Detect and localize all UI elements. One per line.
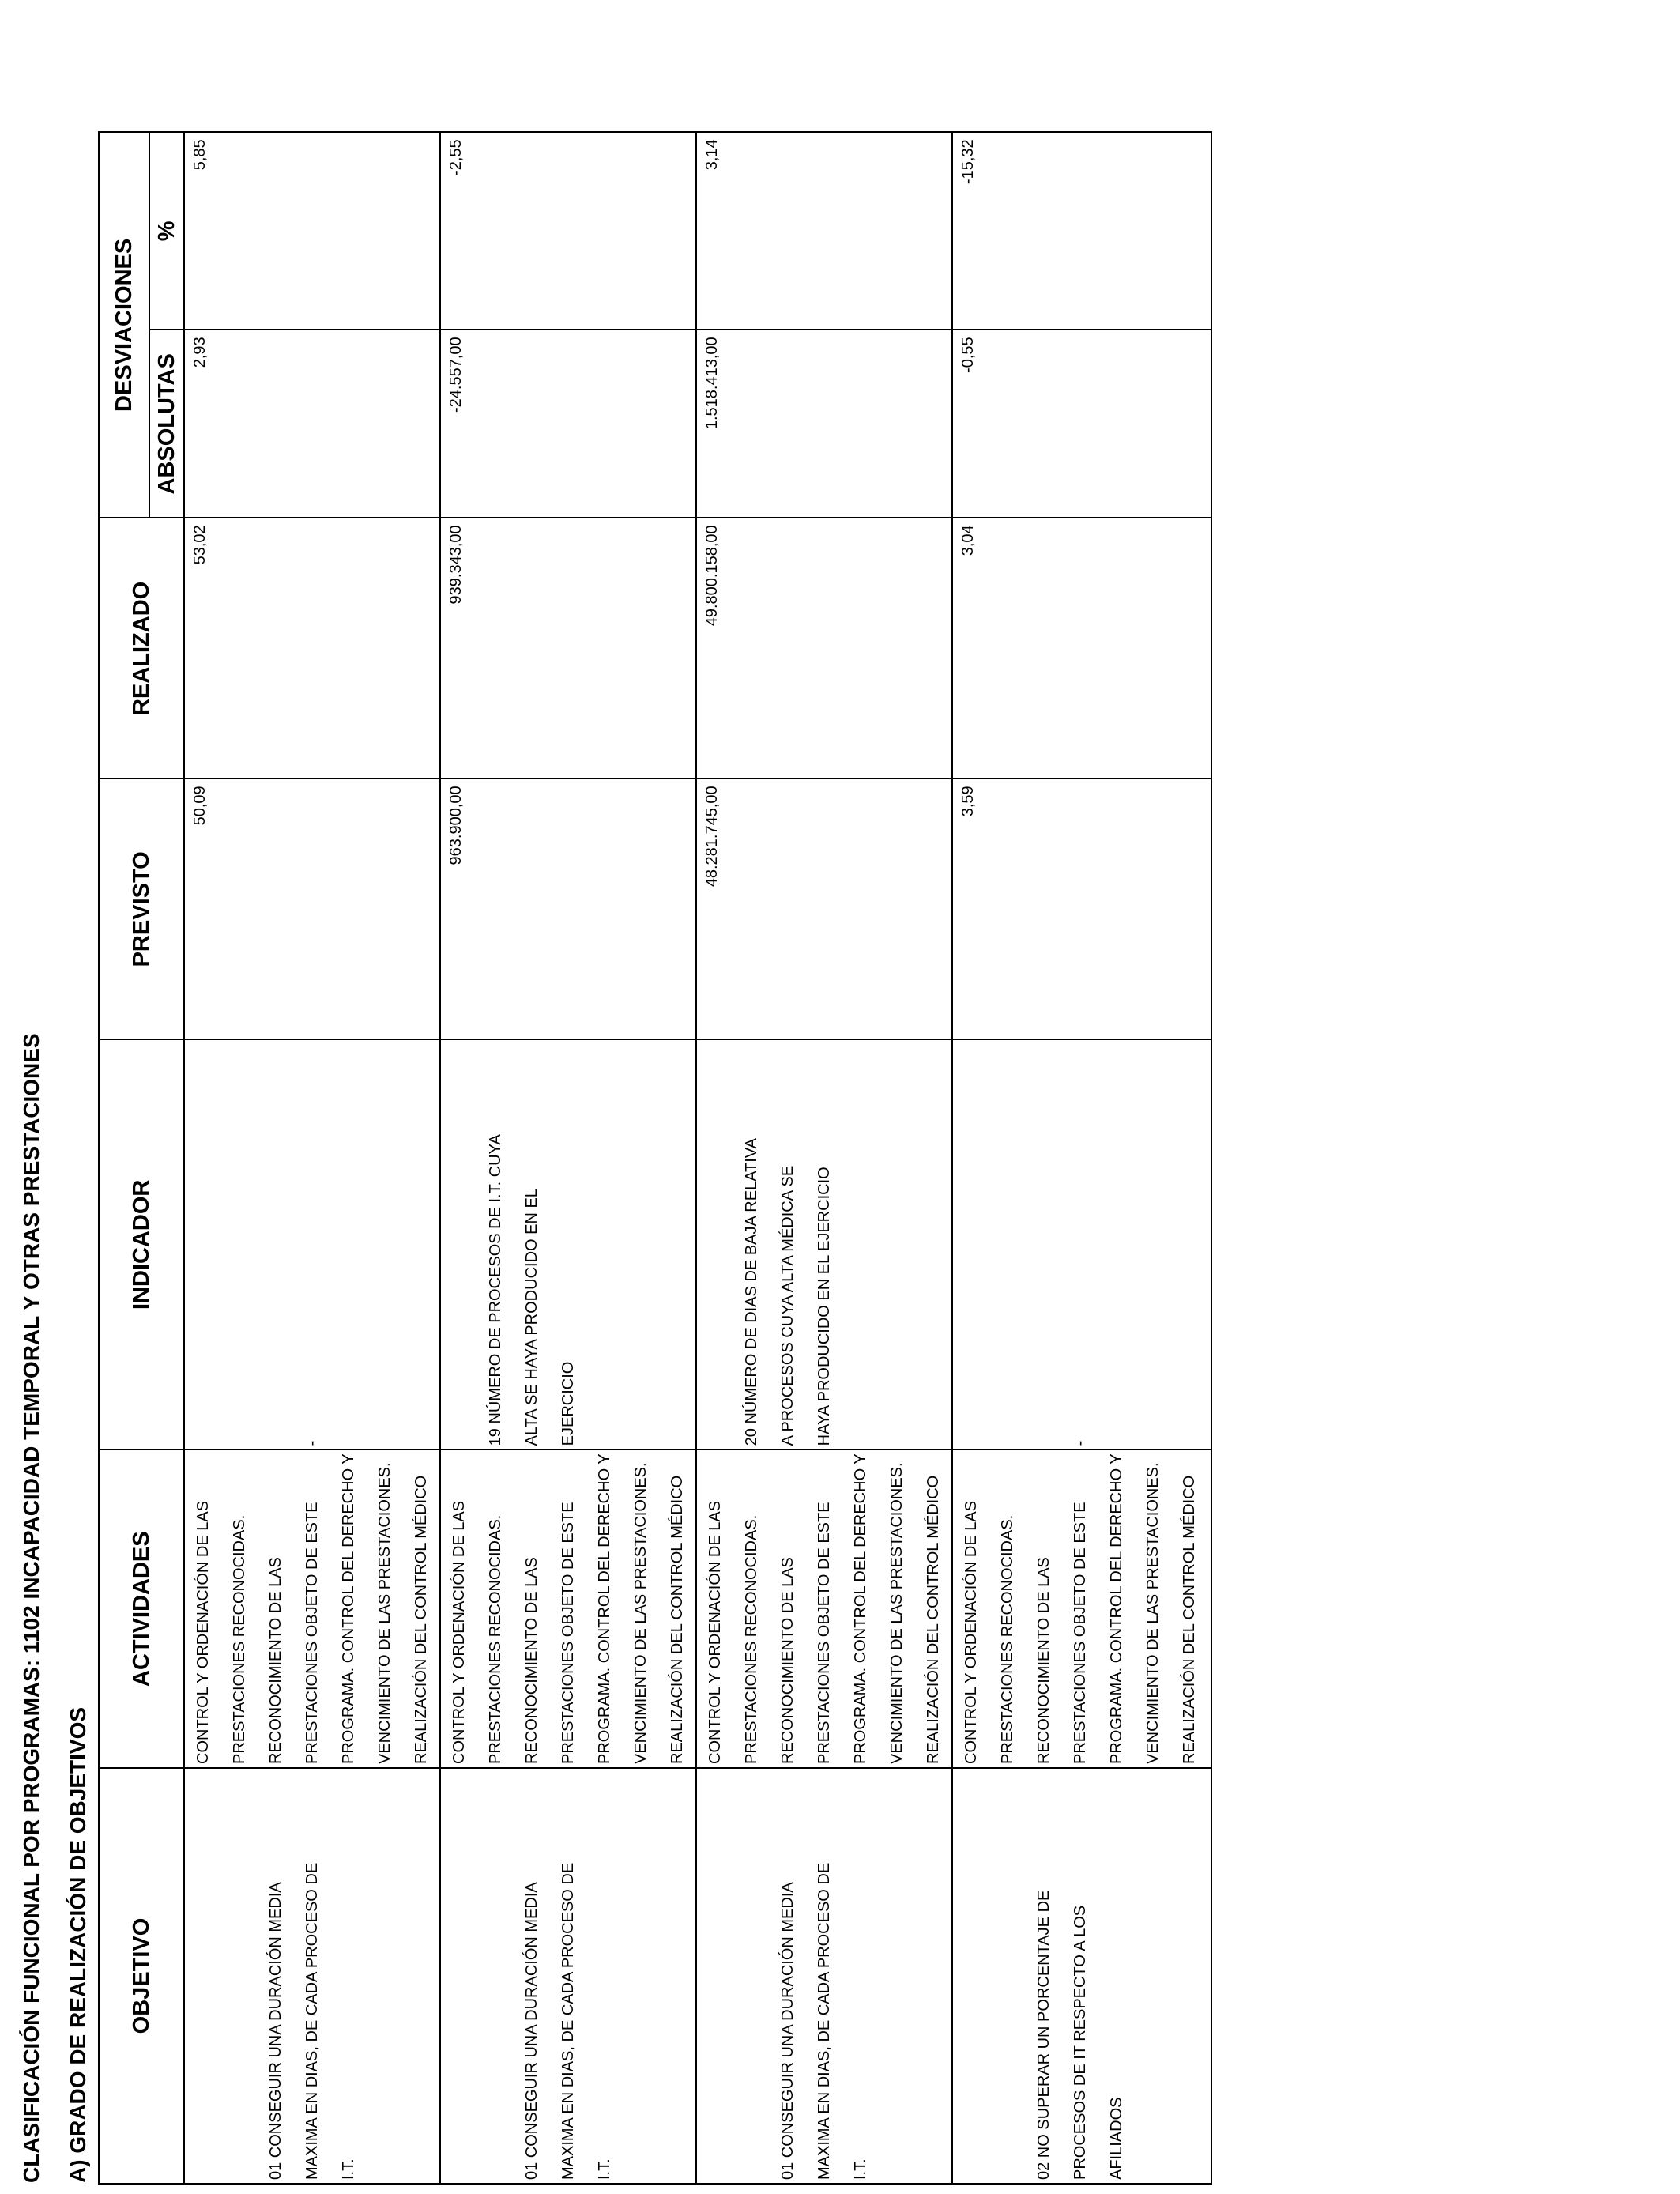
actividades-line: VENCIMIENTO DE LAS PRESTACIONES. [376,1462,394,1764]
indicador-line [221,1043,258,1446]
previsto-cell [440,778,696,1039]
realizado-cell [696,518,952,778]
actividades-line: PROGRAMA. CONTROL DEL DERECHO Y [852,1453,869,1764]
objetivo-line [697,1772,733,2180]
header-desviaciones: DESVIACIONES [99,132,149,518]
actividades-line: PROGRAMA. CONTROL DEL DERECHO Y [596,1453,613,1764]
actividades-line: CONTROL Y ORDENACIÓN DE LAS [194,1500,212,1764]
actividades-line: PROGRAMA. CONTROL DEL DERECHO Y [340,1453,357,1764]
indicador-line [185,1043,221,1446]
actividades-line: VENCIMIENTO DE LAS PRESTACIONES. [632,1462,650,1764]
realizado-cell [440,518,696,778]
previsto-value: 963.900,00 [447,786,465,865]
previsto-cell [696,778,952,1039]
indicador-line [953,1043,989,1446]
actividades-line: REALIZACIÓN DEL CONTROL MÉDICO [925,1475,942,1764]
actividades-line: PRESTACIONES OBJETO DE ESTE [1072,1502,1089,1764]
actividades-cell [952,1449,1211,1768]
objetivo-line [733,1772,770,2180]
porcentaje-cell [696,132,952,330]
header-absolutas: ABSOLUTAS [149,330,184,518]
realizado-value: 49.800.158,00 [703,525,721,627]
previsto-value: 3,59 [959,786,977,817]
objetivo-line: MAXIMA EN DIAS, DE CADA PROCESO DE [303,1862,321,2180]
absolutas-cell [696,330,952,518]
objetivo-line: 01 CONSEGUIR UNA DURACIÓN MEDIA [267,1882,284,2180]
actividades-cell [440,1449,696,1768]
header-actividades: ACTIVIDADES [99,1449,184,1768]
objetivo-line: I.T. [596,2158,613,2180]
objetivo-cell [952,1768,1211,2184]
porcentaje-value: 5,85 [191,139,209,171]
indicador-line: - [1072,1440,1089,1446]
absolutas-cell [184,330,440,518]
porcentaje-value: -15,32 [959,139,977,185]
objetivo-line: 01 CONSEGUIR UNA DURACIÓN MEDIA [779,1882,797,2180]
objetivo-line [441,1772,477,2180]
actividades-line: PRESTACIONES RECONOCIDAS. [999,1514,1016,1764]
realizado-cell [184,518,440,778]
indicador-line: ALTA SE HAYA PRODUCIDO EN EL [523,1189,541,1446]
realizado-cell [952,518,1211,778]
indicador-line [1026,1043,1062,1446]
actividades-line: RECONOCIMIENTO DE LAS [267,1557,284,1764]
absolutas-cell [440,330,696,518]
actividades-line: PRESTACIONES RECONOCIDAS. [743,1514,760,1764]
porcentaje-value: 3,14 [703,139,721,171]
header-realizado: REALIZADO [99,518,184,778]
actividades-line: REALIZACIÓN DEL CONTROL MÉDICO [412,1475,430,1764]
objetivo-cell [184,1768,440,2184]
page-title: CLASIFICACIÓN FUNCIONAL POR PROGRAMAS: 1102 INCAPACIDAD TEMPORAL Y OTRAS PRESTACIONES [19,1033,43,2183]
porcentaje-cell [440,132,696,330]
actividades-line: PRESTACIONES OBJETO DE ESTE [303,1502,321,1764]
objetivo-line: PROCESOS DE IT RESPECTO A LOS [1072,1905,1089,2180]
absolutas-value: 1.518.413,00 [703,337,721,430]
indicador-line: - [303,1440,321,1446]
table-row [184,132,440,2184]
objetivo-line: I.T. [340,2158,357,2180]
indicador-line [441,1043,477,1446]
indicador-line: A PROCESOS CUYA ALTA MÉDICA SE [779,1165,797,1446]
actividades-cell [184,1449,440,1768]
indicador-cell [696,1039,952,1449]
actividades-line: REALIZACIÓN DEL CONTROL MÉDICO [1181,1475,1198,1764]
indicador-line: HAYA PRODUCIDO EN EL EJERCICIO [816,1167,833,1446]
indicador-cell [440,1039,696,1449]
header-previsto: PREVISTO [99,778,184,1039]
actividades-line: PRESTACIONES RECONOCIDAS. [487,1514,504,1764]
absolutas-value: -0,55 [959,337,977,373]
table-row [952,132,1211,2184]
porcentaje-cell [952,132,1211,330]
table-row [696,132,952,2184]
objectives-table [98,131,1212,2185]
actividades-line: RECONOCIMIENTO DE LAS [779,1557,797,1764]
table-body [184,132,1211,2184]
header-indicador: INDICADOR [99,1039,184,1449]
objetivo-line [953,1772,989,2180]
indicador-line [697,1043,733,1446]
absolutas-cell [952,330,1211,518]
header-porcentaje: % [149,132,184,330]
objetivo-line [989,1772,1026,2180]
actividades-line: PRESTACIONES RECONOCIDAS. [231,1514,248,1764]
actividades-line: PROGRAMA. CONTROL DEL DERECHO Y [1108,1453,1125,1764]
objetivo-line: MAXIMA EN DIAS, DE CADA PROCESO DE [816,1862,833,2180]
previsto-value: 48.281.745,00 [703,786,721,888]
indicador-line [989,1043,1026,1446]
actividades-line: RECONOCIMIENTO DE LAS [523,1557,541,1764]
objetivo-cell [440,1768,696,2184]
realizado-value: 3,04 [959,525,977,556]
objetivo-line: 02 NO SUPERAR UN PORCENTAJE DE [1035,1890,1053,2180]
indicador-line: 19 NÚMERO DE PROCESOS DE I.T. CUYA [487,1134,504,1446]
objetivo-line [477,1772,514,2180]
objetivo-line: 01 CONSEGUIR UNA DURACIÓN MEDIA [523,1882,541,2180]
objetivo-line [185,1772,221,2180]
indicador-line [258,1043,294,1446]
actividades-line: PRESTACIONES OBJETO DE ESTE [816,1502,833,1764]
previsto-value: 50,09 [191,786,209,826]
porcentaje-cell [184,132,440,330]
actividades-line: CONTROL Y ORDENACIÓN DE LAS [706,1500,724,1764]
header-objetivo: OBJETIVO [99,1768,184,2184]
previsto-cell [952,778,1211,1039]
absolutas-value: -24.557,00 [447,337,465,413]
section-subtitle: A) GRADO DE REALIZACIÓN DE OBJETIVOS [66,1706,90,2183]
actividades-line: REALIZACIÓN DEL CONTROL MÉDICO [669,1475,686,1764]
porcentaje-value: -2,55 [447,139,465,175]
objetivo-line: I.T. [852,2158,869,2180]
realizado-value: 53,02 [191,525,209,565]
objetivo-line [221,1772,258,2180]
objetivo-cell [696,1768,952,2184]
actividades-line: CONTROL Y ORDENACIÓN DE LAS [962,1500,980,1764]
absolutas-value: 2,93 [191,337,209,368]
actividades-cell [696,1449,952,1768]
indicador-cell [184,1039,440,1449]
actividades-line: VENCIMIENTO DE LAS PRESTACIONES. [1144,1462,1162,1764]
indicador-line: EJERCICIO [559,1361,577,1446]
previsto-cell [184,778,440,1039]
actividades-line: VENCIMIENTO DE LAS PRESTACIONES. [888,1462,906,1764]
table-row [440,132,696,2184]
indicador-line: 20 NÚMERO DE DIAS DE BAJA RELATIVA [743,1137,760,1446]
realizado-value: 939.343,00 [447,525,465,605]
actividades-line: CONTROL Y ORDENACIÓN DE LAS [450,1500,468,1764]
actividades-line: RECONOCIMIENTO DE LAS [1035,1557,1053,1764]
indicador-cell [952,1039,1211,1449]
objetivo-line: MAXIMA EN DIAS, DE CADA PROCESO DE [559,1862,577,2180]
objetivo-line: AFILIADOS [1108,2097,1125,2180]
actividades-line: PRESTACIONES OBJETO DE ESTE [559,1502,577,1764]
